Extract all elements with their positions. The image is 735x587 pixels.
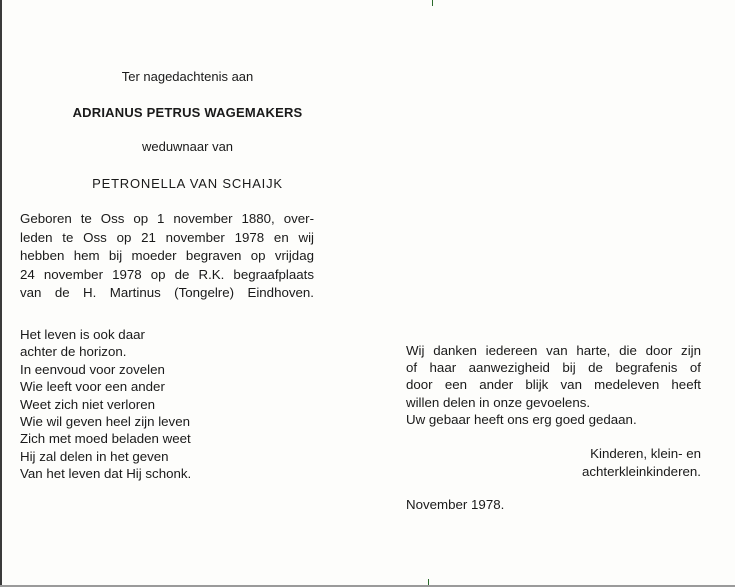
thanks-line: of haar aanwezigheid bij de begrafenis of — [406, 360, 701, 376]
poem-line: achter de horizon. — [20, 344, 127, 360]
thanks-line: Uw gebaar heeft ons erg goed gedaan. — [406, 411, 637, 427]
poem-line: Wie leeft voor een ander — [20, 379, 165, 395]
spouse-name: PETRONELLA VAN SCHAIJK — [92, 176, 283, 191]
signature-line: achterkleinkinderen. — [581, 464, 701, 479]
poem-line: Wie wil geven heel zijn leven — [20, 414, 190, 430]
poem-line: Het leven is ook daar — [20, 327, 145, 342]
biography-line: leden te Oss op 21 november 1978 en wij — [20, 229, 314, 245]
thanks-line: door een ander blijk van medeleven heeft — [406, 377, 701, 393]
card-date: November 1978. — [406, 497, 505, 512]
card-left-edge — [0, 0, 2, 587]
biography-paragraph — [20, 210, 314, 303]
biography-line: 24 november 1978 op de R.K. begraafplaats — [20, 266, 314, 282]
fold-mark-bottom — [428, 579, 429, 585]
thanks-line: willen delen in onze gevoelens. — [406, 394, 591, 410]
signature — [406, 445, 701, 481]
fold-mark-top — [432, 0, 433, 6]
poem-line: Zich met moed beladen weet — [20, 431, 191, 447]
thanks-line: Wij danken iedereen van harte, die door zijn — [406, 343, 701, 358]
thanks-paragraph — [406, 342, 701, 428]
biography-line: Geboren te Oss op 1 november 1880, over- — [20, 211, 314, 226]
poem — [20, 326, 280, 483]
biography-line: van de H. Martinus (Tongelre) Eindhoven. — [20, 285, 314, 301]
biography-line: hebben hem bij moeder begraven op vrijdag — [20, 248, 314, 264]
deceased-name: ADRIANUS PETRUS WAGEMAKERS — [72, 105, 303, 120]
poem-line: In eenvoud voor zovelen — [20, 361, 165, 377]
relation-text: weduwnaar van — [141, 139, 234, 154]
signature-line: Kinderen, klein- en — [590, 446, 701, 461]
memorial-intro: Ter nagedachtenis aan — [121, 69, 254, 84]
poem-line: Hij zal delen in het geven — [20, 448, 169, 464]
poem-line: Weet zich niet verloren — [20, 396, 156, 412]
poem-line: Van het leven dat Hij schonk. — [20, 466, 192, 482]
